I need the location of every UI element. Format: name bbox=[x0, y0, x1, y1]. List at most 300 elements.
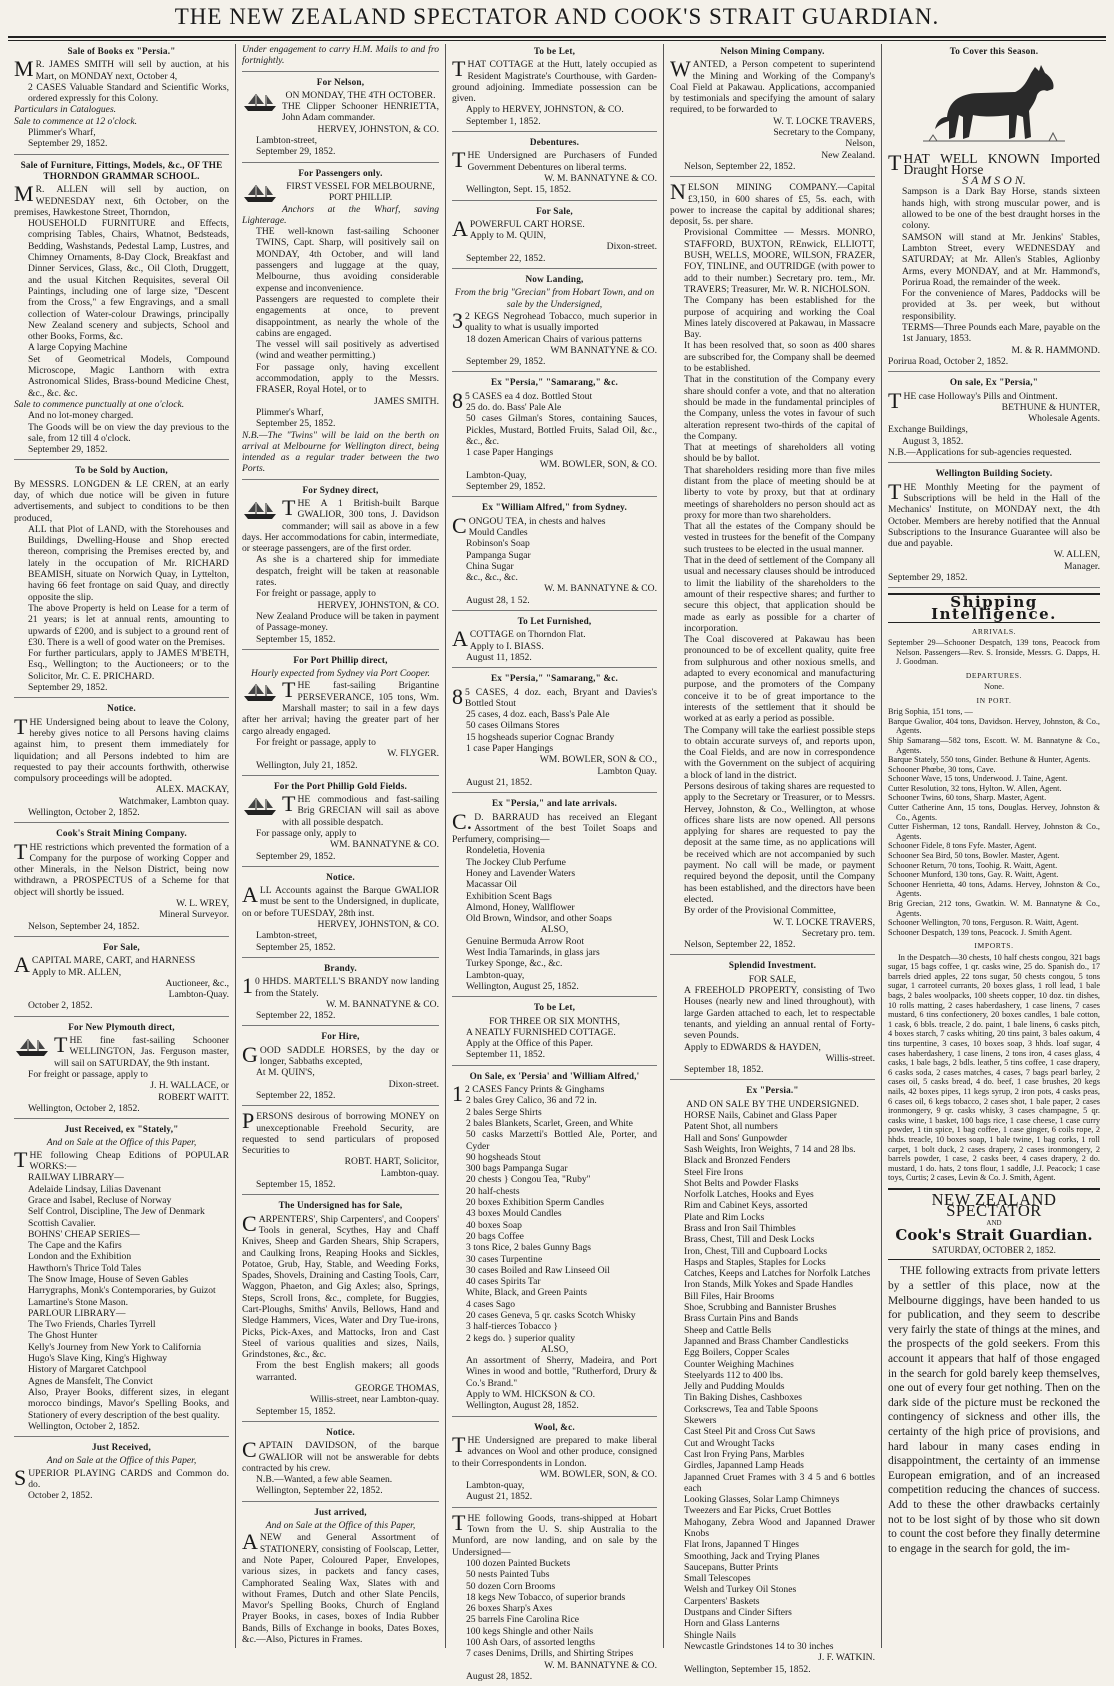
advert-line: 50 dozen Corn Brooms bbox=[466, 1580, 556, 1592]
advert-line: London and the Exhibition bbox=[28, 1251, 132, 1263]
advert-line: The Two Friends, Charles Tyrrell bbox=[28, 1319, 156, 1331]
advert-line: FIRST VESSEL FOR MELBOURNE, PORT PHILLIP. bbox=[286, 180, 435, 204]
advert-heading: For Sydney direct, bbox=[302, 484, 379, 495]
advert-line: New Zealand Produce will be taken in payment of Passage-money. bbox=[256, 610, 439, 634]
advert-heading: To Cover this Season. bbox=[949, 46, 1039, 56]
advert-line: Black and Bronzed Fenders bbox=[684, 1155, 791, 1167]
advert-line: Wellington, September 15, 1852. bbox=[684, 1663, 811, 1675]
advert-line: A FREEHOLD PROPERTY, consisting of Two Houses (nearly new and lined throughout), with large Garden attached to each, let to respectable tenants, and yielding an annual rental of Forty-seven Pounds. bbox=[684, 985, 875, 1042]
advert-line: Looking Glasses, Solar Lamp Chimneys bbox=[684, 1494, 840, 1506]
advert-line: WM. BOWLER, SON, & CO. bbox=[539, 1468, 657, 1480]
advert-line: 10 HHDS. MARTELL'S BRANDY now landing from the Stately. bbox=[242, 973, 439, 999]
advert-line: Shot Belts and Powder Flasks bbox=[684, 1177, 799, 1189]
advert-cottage2 bbox=[452, 1002, 657, 1065]
advert-line: Girdles, Japanned Lamp Heads bbox=[684, 1460, 804, 1472]
advert-line: HOUSEHOLD FURNITURE and Effects, comprising Tables, Chairs, Whatnot, Bedsteads, Bedding, Washstands, Pedestal Lamp, Lustres, and Chimney Ornaments, 8-Day Clock, Breakfast and Dinner Services, Glass, &c., Oil Cloth, Druggett, and the usual Kitchen Requisites, several Oil Paintings, including one of large size, "Descent from the Cross," a few Engravings, and a small collection of Water-colour Drawings, principally New Zealand scenery and subjects, School and other Books, Forms, &c. bbox=[28, 218, 229, 343]
advert-wanted bbox=[670, 46, 875, 177]
advert-line: RAILWAY LIBRARY— bbox=[28, 1172, 124, 1184]
advert-line: Also, Prayer Books, different sizes, in elegant morocco bindings, Mavor's Spelling Books, and Stationery of every description of the best quality. bbox=[28, 1386, 229, 1421]
paper-subtitle: Cook's Strait Guardian. bbox=[895, 1225, 1093, 1244]
ship-icon bbox=[242, 92, 278, 112]
advert-line: The Goods will be on view the day previous to the sale, from 12 till 4 o'clock. bbox=[28, 421, 229, 444]
advert-line: That at meetings of shareholders all voting should be by ballot. bbox=[684, 442, 875, 465]
advert-line: WANTED, a Person competent to superintend the Mining and Working of the Company's Coal Field at Pakawau. Applications, accompanied by testimonials and specifying the amount of salary required, to be forwarded to bbox=[670, 56, 875, 116]
advert-line: Dixon-street. bbox=[606, 241, 657, 253]
advert-cottage bbox=[452, 46, 657, 132]
advert-line: Egg Boilers, Copper Scales bbox=[684, 1347, 790, 1359]
advert-line: Welsh and Turkey Oil Stones bbox=[684, 1584, 797, 1596]
advert-prints bbox=[452, 1071, 657, 1417]
advert-line: The Company will take the earliest possible steps to obtain accurate surveys of, and reports upon, the Coal Fields, and are now in correspondence with the Government on the subject of acquiring a block of land in the district. bbox=[684, 724, 875, 781]
advert-heading: Just Received, bbox=[92, 1442, 151, 1453]
advert-line: 4 cases Sago bbox=[466, 1298, 516, 1310]
advert-line: AND ON SALE BY THE UNDERSIGNED. bbox=[686, 1098, 859, 1110]
list-item: Ship Samarang—582 tons, Escott. W. M. Bannatyne & Co., Agents. bbox=[888, 735, 1100, 755]
advert-line: C.D. BARRAUD has received an Elegant Assortment of the best Toilet Soaps and Perfumery, comprising— bbox=[452, 808, 657, 846]
advert-line: September 29, 1852. bbox=[256, 146, 336, 158]
advert-line: Harrygraphs, Monk's Contemporaries, by Guizot bbox=[28, 1285, 216, 1297]
advert-line: 1 case Paper Hangings bbox=[466, 743, 554, 755]
advert-line: 100 dozen Painted Buckets bbox=[466, 1557, 571, 1569]
arrivals-heading: ARRIVALS. bbox=[971, 626, 1017, 636]
list-item: Barque Gwalior, 404 tons, Davidson. Hervey, Johnston, & Co., Agents. bbox=[888, 716, 1100, 736]
advert-line: Secretary pro. tem. bbox=[802, 927, 875, 939]
advert-line: That shareholders residing more than five miles distant from the place of meeting should be at liberty to vote by proxy, but that at ordinary meetings of shareholders no person should act as proxy for more than two shareholders. bbox=[684, 464, 875, 521]
issue-date: SATURDAY, OCTOBER 2, 1852. bbox=[888, 1245, 1100, 1260]
advert-line: Watchmaker, Lambton quay. bbox=[118, 795, 229, 807]
advert-line: 25 do. do. Bass' Pale Ale bbox=[466, 402, 562, 414]
advert-heading: To be Sold by Auction, bbox=[75, 465, 168, 476]
advert-line: HERVEY, JOHNSTON, & CO. bbox=[317, 123, 439, 135]
advert-line: West India Tamarinds, in glass jars bbox=[466, 947, 600, 959]
advert-line: Genuine Bermuda Arrow Root bbox=[466, 935, 585, 947]
advert-line: Macassar Oil bbox=[466, 879, 517, 891]
advert-line: 18 dozen American Chairs of various patterns bbox=[466, 333, 642, 345]
advert-heading: Now Landing, bbox=[525, 274, 584, 285]
advert-line: New Zealand. bbox=[821, 149, 875, 161]
advert-line: N.B.—Wanted, a few able Seamen. bbox=[256, 1474, 393, 1486]
advert-line: Robinson's Soap bbox=[466, 538, 530, 550]
imports-text: In the Despatch—30 chests, 10 half chests congou, 321 bags sugar, 15 bags coffee, 1 qr. casks wine, 25 do. Spanish do., 17 barrels dried apples, 22 tons sugar, 50 chests congou, 5 tons sugar, 1 carroteel currants, 20 boxes glass, 1 roll lead, 1 bale bags, 2 bales woolpacks, 100 sheets copper, 10 doz. tin dishes, 10 rolls matting, 2 cases haberdashery, 1 case linens, 7 cases mustard, 6 tins confectionery, 20 boxes candles, 1 bale cotton, 1 cask, 6 bbls. treacle, 2 do. paint, 1 bale linens, 6 casks pitch, 4 boxes starch, 7 casks whiting, 20 tins paint, 3 bales oakum, 4 tins turpentine, 3 cases, 10 boxes soap, 3 hhds. loaf sugar, 4 cases haberdashery, 1 case linens, 2 tons iron, 4 cases glass, 4 casks, 1 bale bags, 2 bdls. leather, 5 tins coffee, 1 case drapery, 6 casks soda, 2 cases matches, 4 cases, 7 bags pearl barley, 2 cases oil, 5 casks bread, 4 do. beef, 1 case brushes, 20 kegs nails, 42 boxes pipes, 11 kegs syrup, 2 iron pots, 4 casks peas, 6 cases oil, 6 kegs tobacco, 2 cases shot, 1 bale paper, 2 cases ironmongery, 9 qr. casks whisky, 3 cases champagne, 5 qr. casks wine, 1 basket, 100 bags rice, 1 case cheese, 1 case curry powder, 1 tin spice, 1 bag coffee, 1 case ginger, 6 coils rope, 2 hhds. treacle, 10 boxes soap, 1 bale twine, 1 bag corks, 1 roll carpet, 1 bolt duck, 2 cases drapery, 2 cases ironmongery, 2 barrels powder, 1 case, 2 casks beer, 4 cases drapery, 2 do. mustard, 1 do. hats, 2 tons flour, 1 saddle, J.J. Peacock; 1 case toys, Curtis; 2 cases, Levin & Co. J. Smith, Agent. bbox=[888, 952, 1100, 1183]
list-item: Schooner Munford, 130 tons, Gay. R. Waitt, Agent. bbox=[888, 870, 1059, 880]
list-item: September 29—Schooner Despatch, 139 tons, Peacock from Nelson. Passengers—Rev. S. Ironside, Messrs. G. Dapps, H. J. Goodman. bbox=[888, 638, 1100, 667]
advert-furniture bbox=[14, 160, 229, 461]
advert-line: Hugo's Slave King, King's Highway bbox=[28, 1353, 168, 1365]
advert-line: SUPERIOR PLAYING CARDS and Common do. do. bbox=[14, 1464, 229, 1491]
list-item: None. bbox=[983, 682, 1005, 692]
list-item: Schooner Phœbe, 30 tons, Cave. bbox=[888, 764, 996, 774]
advert-line: WM BANNATYNE & CO. bbox=[550, 344, 657, 356]
horse-illustration-icon bbox=[888, 59, 1100, 150]
advert-line: Lambton-Quay. bbox=[168, 989, 229, 1001]
advert-heading: For Port Phillip direct, bbox=[293, 654, 388, 665]
advert-line: 85 CASES, 4 doz. each, Bryant and Davies's Bottled Stout bbox=[452, 683, 657, 709]
advert-heading: Sale of Furniture, Fittings, Models, &c., OF THE THORNDON GRAMMAR SCHOOL. bbox=[20, 159, 223, 181]
advert-line: Turkey Sponge, &c., &c. bbox=[466, 958, 563, 970]
column-5 bbox=[882, 44, 1106, 1648]
advert-line: THE Undersigned are prepared to make liberal advances on Wool and other produce, consigned to their Correspondents in London. bbox=[452, 1431, 657, 1469]
advert-line: Japanned and Brass Chamber Candlesticks bbox=[684, 1335, 849, 1347]
advert-heading: For Nelson, bbox=[316, 76, 365, 87]
advert-line: Small Telescopes bbox=[684, 1573, 751, 1585]
advert-line: The Snow Image, House of Seven Gables bbox=[28, 1273, 189, 1285]
advert-line: The Ghost Hunter bbox=[28, 1330, 98, 1342]
advert-line: THE Clipper Schooner HENRIETTA, John Adam commander. bbox=[282, 101, 439, 124]
advert-line: Saucepans, Butter Prints bbox=[684, 1561, 779, 1573]
advert-heading: The Undersigned has for Sale, bbox=[278, 1200, 403, 1211]
advert-line: ACAPITAL MARE, CART, and HARNESS bbox=[14, 952, 196, 978]
advert-line: Pampanga Sugar bbox=[466, 549, 531, 561]
advert-line: Patent Shot, all numbers bbox=[684, 1121, 778, 1133]
advert-line: Persons desirous of taking shares are requested to apply to the Secretary or Treasurer, or to Messrs. Hervey, Johnston, & Co., Wellington, at whose offices share lists are now opened. All persons applying for shares are requested to pay the deposit at the same time, as no applications will be received which are not accompanied by such payment. No call will be made, or payment required beyond the deposit, until the Company has been established, and the directors have been elected. bbox=[684, 781, 875, 905]
advert-line: 40 boxes Soap bbox=[466, 1219, 522, 1231]
advert-line: Sash Weights, Iron Weights, 7 14 and 28 lbs. bbox=[684, 1143, 856, 1155]
advert-line: Scottish Cavalier. bbox=[28, 1217, 96, 1229]
advert-line: Rim and Cabinet Keys, assorted bbox=[684, 1200, 808, 1212]
advert-kegs bbox=[452, 274, 657, 372]
advert-line: THE Undersigned are Purchasers of Funded Government Debentures on liberal terms. bbox=[452, 147, 657, 173]
advert-borrow bbox=[242, 1108, 439, 1195]
column-4 bbox=[664, 44, 882, 1675]
advert-line: For freight or passage, apply to bbox=[256, 736, 376, 748]
advert-line: Lambton-quay, bbox=[466, 969, 525, 981]
advert-line: The Company has been established for the purpose of acquiring and working the Coal Mines lately discovered at Pakawau, in Massacre Bay. bbox=[684, 295, 875, 341]
ship-icon bbox=[14, 1037, 50, 1057]
advert-line: September 15, 1852. bbox=[256, 1179, 336, 1191]
ship-icon bbox=[242, 682, 278, 702]
advert-line: Catches, Keeps and Latches for Norfolk Latches bbox=[684, 1268, 871, 1280]
advert-mails bbox=[242, 44, 439, 72]
advert-line: Anchors at the Wharf, saving Lighterage. bbox=[242, 203, 439, 226]
advert-land bbox=[14, 465, 229, 698]
paper-title-block bbox=[888, 1188, 1100, 1260]
advert-line: 20 cases Geneva, 5 qr. casks Scotch Whisky bbox=[466, 1309, 636, 1321]
masthead-rule-thin bbox=[8, 40, 1106, 41]
advert-subheading: From the brig "Grecian" from Hobart Town, and on sale by the Undersigned, bbox=[454, 287, 655, 310]
advert-nelson bbox=[242, 77, 439, 163]
advert-line: Sheep and Cattle Bells bbox=[684, 1324, 772, 1336]
advert-line: Particulars in Catalogues. bbox=[14, 104, 117, 116]
advert-line: September 29, 1852. bbox=[466, 481, 546, 493]
advert-line: ACOTTAGE on Thorndon Flat. bbox=[452, 626, 586, 652]
advert-line: Lambton-street, bbox=[256, 135, 318, 147]
advert-line: W. T. LOCKE TRAVERS, bbox=[773, 115, 875, 127]
advert-line: CAPTAIN DAVIDSON, of the barque GWALIOR will not be answerable for debts contracted by his crew. bbox=[242, 1437, 439, 1474]
advert-line: September 29, 1852. bbox=[28, 138, 108, 150]
advert-line: WM. BOWLER, SON & CO., bbox=[539, 754, 657, 766]
advert-editions bbox=[14, 1124, 229, 1437]
column-3 bbox=[446, 44, 664, 1682]
advert-subheading: Hourly expected from Sydney via Port Cooper. bbox=[251, 668, 430, 680]
advert-line: Under engagement to carry H.M. Mails to and fro fortnightly. bbox=[242, 44, 439, 67]
advert-line: ALSO, bbox=[540, 1343, 569, 1355]
advert-line: By order of the Provisional Committee, bbox=[684, 905, 836, 917]
advert-line: August 28, 1 52. bbox=[466, 594, 530, 606]
advert-books bbox=[14, 46, 229, 155]
advert-line: HERVEY, JOHNSTON, & CO. bbox=[317, 599, 439, 611]
advert-horse bbox=[452, 206, 657, 269]
advert-line: Willis-street. bbox=[825, 1052, 875, 1064]
advert-davidson bbox=[242, 1427, 439, 1502]
advert-line: W. M. BANNATYNE & CO. bbox=[544, 1659, 657, 1671]
advert-gwalior bbox=[242, 872, 439, 958]
advert-line: MR. ALLEN will sell by auction, on WEDNESDAY next, 6th October, on the premises, Hawkestone Street, Thorndon, bbox=[14, 181, 229, 218]
advert-line: September 29, 1852. bbox=[28, 444, 108, 456]
advert-line: 2 bales Grey Calico, 36 and 72 in. bbox=[466, 1095, 597, 1107]
advert-line: September 15, 1852. bbox=[256, 1405, 336, 1417]
advert-line: Brass, Chest, Till and Desk Locks bbox=[684, 1234, 815, 1246]
advert-line: October 2, 1852. bbox=[28, 1490, 93, 1502]
advert-line: Counter Weighing Machines bbox=[684, 1358, 794, 1370]
list-item: Cutter Catherine Ann, 15 tons, Douglas. Hervey, Johnston & Co., Agents. bbox=[888, 803, 1100, 822]
advert-line: 7 cases Denims, Drills, and Shirting Stripes bbox=[466, 1648, 634, 1660]
advert-line: Tweezers and Ear Picks, Cruet Bottles bbox=[684, 1505, 831, 1517]
advert-line: Passengers are requested to complete their engagements at once, to prevent disappointment, as nearly the whole of the cabins are engaged. bbox=[256, 293, 439, 339]
advert-line: 25 cases, 4 doz. each, Bass's Pale Ale bbox=[466, 709, 610, 721]
advert-line: Agnes de Mansfelt, The Convict bbox=[28, 1375, 153, 1387]
advert-line: Lamartine's Stone Mason. bbox=[28, 1296, 129, 1308]
list-item: Schooner Wave, 15 tons, Underwood. J. Taine, Agent. bbox=[888, 774, 1068, 784]
advert-line: APOWERFUL CART HORSE. bbox=[452, 215, 585, 241]
advert-line: ALEX. MACKAY, bbox=[155, 784, 229, 796]
advert-line: Self Control, Discipline, The Jew of Denmark bbox=[28, 1206, 205, 1218]
advert-line: Brass Curtain Pins and Bands bbox=[684, 1313, 799, 1325]
advert-line: THAT COTTAGE at the Hutt, lately occupied as Resident Magistrate's Courthouse, with Garden-ground adjoining. Immediate possession can be given. bbox=[452, 56, 657, 105]
advert-line: ROBERT WAITT. bbox=[158, 1091, 229, 1103]
advert-line: Dustpans and Cinder Sifters bbox=[684, 1607, 792, 1619]
advert-line: NELSON MINING COMPANY.—Capital £3,150, in 600 shares of £5, 5s. each, with power to increase the capital by additional shares; deposit, 5s. per share. bbox=[670, 179, 875, 228]
advert-line: Newcastle Grindstones 14 to 30 inches bbox=[684, 1640, 834, 1652]
advert-line: Lambton-quay. bbox=[380, 1167, 439, 1179]
advert-line: Lambton Quay. bbox=[597, 765, 657, 777]
paper-title-and: AND bbox=[986, 1218, 1002, 1227]
advert-line: MR. JAMES SMITH will sell by auction, at his Mart, on MONDAY next, October 4, bbox=[14, 56, 229, 82]
advert-line: As she is a chartered ship for immediate despatch, freight will be taken at reasonable rates. bbox=[256, 554, 439, 589]
advert-line: 20 bags Coffee bbox=[466, 1230, 524, 1242]
advert-line: The above Property is held on Lease for a term of 21 years; is let at annual rents, amounting to upwards of £200, and is subject to a ground rent of £30. There is a well of good water on the Premises. bbox=[28, 602, 229, 648]
advert-line: 2 bales Serge Shirts bbox=[466, 1106, 542, 1118]
advert-line: September 22, 1852. bbox=[466, 252, 546, 264]
advert-line: Wellington, July 21, 1852. bbox=[256, 759, 358, 771]
advert-heading: On Sale, ex 'Persia' and 'William Alfred,' bbox=[469, 1070, 640, 1081]
advert-line: September 25, 1852. bbox=[256, 941, 336, 953]
advert-line: For passage only, apply to bbox=[256, 828, 357, 839]
advert-line: Japanned Cruet Frames with 3 4 5 and 6 bottles each bbox=[684, 1471, 875, 1494]
list-item: Schooner Twins, 60 tons, Sharp. Master, Agent. bbox=[888, 793, 1047, 803]
advert-heading: For the Port Phillip Gold Fields. bbox=[273, 780, 407, 791]
advert-line: W. FLYGER. bbox=[387, 748, 439, 760]
advert-munford bbox=[452, 1509, 657, 1686]
imports-heading: IMPORTS. bbox=[974, 941, 1014, 951]
advert-heading: Nelson Mining Company. bbox=[720, 46, 825, 56]
advert-line: 43 boxes Mould Candles bbox=[466, 1208, 562, 1220]
advert-line: GOOD SADDLE HORSES, by the day or longer, Sabbaths excepted, bbox=[242, 1041, 439, 1068]
advert-line: September 29, 1852. bbox=[256, 850, 336, 862]
list-item: Schooner Return, 70 tons, Toohig. R. Waitt, Agent. bbox=[888, 860, 1058, 870]
advert-line: 40 cases Spirits Tar bbox=[466, 1276, 541, 1288]
advert-line: Set of Geometrical Models, Compound Microscope, Magic Lanthorn with extra Astronomical Slides, Brass-bound Medicine Chest, &c., &c. &c. bbox=[28, 353, 229, 399]
advert-line: 3 half-tierces Tobacco } bbox=[466, 1321, 558, 1333]
departures-heading: DEPARTURES. bbox=[965, 670, 1023, 680]
column-1 bbox=[8, 44, 236, 1648]
advert-line: The Cape and the Kafirs bbox=[28, 1240, 122, 1252]
advert-heading: For Sale, bbox=[103, 941, 140, 952]
advert-line: Smoothing, Jack and Trying Planes bbox=[684, 1550, 820, 1562]
advert-line: It has been resolved that, so soon as 400 shares are subscribed for, the Company shall be deemed to be established. bbox=[684, 340, 875, 375]
advert-line: 32 KEGS Negrohead Tobacco, much superior in quality to what is usually imported bbox=[452, 307, 657, 334]
advert-line: J. H. WALLACE, or bbox=[150, 1080, 229, 1092]
ship-icon bbox=[242, 500, 278, 520]
advert-line: THE following Goods, trans-shipped at Hobart Town from the U. S. ship Australia to the Munford, are now landing, and on sale by the Undersigned— bbox=[452, 1509, 657, 1558]
advert-line: 3 tons Rice, 2 bales Gunny Bags bbox=[466, 1242, 591, 1254]
advert-heading: Splendid Investment. bbox=[728, 960, 817, 971]
advert-line: Mahogany, Zebra Wood and Japanned Drawer Knobs bbox=[684, 1516, 875, 1539]
advert-line: Wellington, August 28, 1852. bbox=[466, 1400, 579, 1412]
advert-heading: Notice. bbox=[107, 703, 136, 714]
advert-line: Skewers bbox=[684, 1415, 717, 1427]
advert-heading: Wellington Building Society. bbox=[935, 468, 1053, 479]
advert-line: Shoe, Scrubbing and Bannister Brushes bbox=[684, 1302, 837, 1314]
advert-line: Wellington, August 25, 1852. bbox=[466, 980, 579, 992]
advert-line: Sale to commence punctually at one o'clock. bbox=[14, 398, 185, 410]
advert-stationery bbox=[242, 1507, 439, 1650]
advert-heading: Debentures. bbox=[529, 137, 580, 148]
advert-line: Plate and Rim Locks bbox=[684, 1211, 765, 1223]
advert-subheading: And on Sale at the Office of this Paper, bbox=[46, 1137, 197, 1149]
advert-line: Steel Fire Irons bbox=[684, 1166, 744, 1178]
advert-line: 100 Ash Oars, of assorted lengths bbox=[466, 1637, 595, 1648]
advert-line: Lambton-quay, bbox=[466, 1480, 525, 1492]
advert-line: September 18, 1852. bbox=[684, 1064, 764, 1076]
advert-line: Apply to EDWARDS & HAYDEN, bbox=[684, 1041, 821, 1053]
advert-line: ROBT. HART, Solicitor, bbox=[344, 1156, 439, 1168]
arrivals-list bbox=[888, 638, 1100, 667]
advert-heading: For Passengers only. bbox=[298, 167, 383, 178]
advert-heading: On sale, Ex "Persia," bbox=[949, 377, 1039, 388]
advert-line: J. F. WATKIN. bbox=[818, 1652, 875, 1664]
advert-line: W. M. BANNATYNE & CO. bbox=[544, 172, 657, 184]
advert-line: September 25, 1852. bbox=[256, 418, 336, 430]
advert-building-society: Wellington Building Society. THE Monthly Meeting for the payment of Subscriptions will be held in the Hall of the Mechanics' Institute, on MONDAY next, the 4th October. Members are hereby notified that the Annual Subscriptions to the Insurance Guarantee will also be due and payable. W. ALLEN, Manager. September 29, 1852. bbox=[888, 468, 1100, 588]
advert-line: Plimmer's Wharf, bbox=[28, 127, 96, 139]
advert-line: THE commodious and fast-sailing Brig GRECIAN will sail as above with all possible despatch. bbox=[282, 791, 439, 828]
advert-line: Brass and Iron Sail Thimbles bbox=[684, 1222, 796, 1234]
advert-heading: Wool, &c. bbox=[534, 1421, 575, 1432]
advert-line: Lambton-street, bbox=[256, 930, 318, 942]
advert-line: August 21, 1852. bbox=[466, 1491, 533, 1503]
advert-line: 20 half-chests bbox=[466, 1185, 520, 1197]
advert-line: Apply to HERVEY, JOHNSTON, & CO. bbox=[466, 104, 624, 116]
advert-line: 85 CASES ea 4 doz. Bottled Stout bbox=[452, 387, 593, 413]
advert-sydney bbox=[242, 485, 439, 650]
column-2 bbox=[236, 44, 446, 1648]
advert-line: N.B.—The "Twins" will be laid on the berth on arrival at Melbourne for Wellington direct, being intended as a regular trader between the two Ports. bbox=[242, 429, 439, 475]
advert-line: September 22, 1852. bbox=[256, 1010, 336, 1022]
advert-line: August 21, 1852. bbox=[466, 776, 533, 788]
advert-line: Kelly's Journey from New York to California bbox=[28, 1341, 202, 1353]
advert-line: Hall and Sons' Gunpowder bbox=[684, 1132, 788, 1144]
advert-line: Grace and Isabel, Recluse of Norway bbox=[28, 1194, 172, 1206]
advert-heading: Ex "Persia," "Samarang," &c. bbox=[490, 377, 619, 388]
advert-line: A large Copying Machine bbox=[28, 342, 128, 354]
advert-carpenters bbox=[242, 1200, 439, 1422]
advert-line: That all the estates of the Company should be vested in trustees for the benefit of the Company such trustees to be elected in the usual manner. bbox=[684, 521, 875, 555]
advert-line: FOR SALE, bbox=[748, 973, 797, 985]
advert-congou bbox=[452, 502, 657, 611]
advert-heading: Notice. bbox=[326, 871, 355, 882]
advert-line: History of Margaret Catchpool bbox=[28, 1364, 147, 1376]
advert-line: Apply to MR. ALLEN, bbox=[31, 966, 122, 978]
advert-thorndon bbox=[452, 616, 657, 668]
advert-line: BOHNS' CHEAP SERIES— bbox=[28, 1228, 140, 1240]
advert-line: September 11, 1852. bbox=[466, 1049, 546, 1061]
advert-heading: Sale of Books ex "Persia." bbox=[67, 46, 176, 56]
advert-line: 30 cases Boiled and Raw Linseed Oil bbox=[466, 1264, 610, 1276]
advert-line: Lambton-Quay, bbox=[466, 469, 527, 481]
advert-line: From the best English makers; all goods warranted. bbox=[256, 1360, 439, 1383]
advert-pills: On sale, Ex "Persia," THE case Holloway's Pills and Ointment. BETHUNE & HUNTER, Wholesale Agents. Exchange Buildings, August 3, 1852. N.B.—Applications for sub-agencies requested. bbox=[888, 377, 1100, 463]
advert-line: W. M. BANNATYNE & CO. bbox=[326, 998, 439, 1010]
advert-heading: Notice. bbox=[326, 1426, 355, 1437]
advert-line: At M. QUIN'S, bbox=[256, 1067, 315, 1079]
advert-hardware bbox=[670, 1085, 875, 1678]
masthead: THE NEW ZEALAND SPECTATOR AND COOK'S STRAIT GUARDIAN. bbox=[174, 4, 940, 29]
advert-line: September 1, 1852. bbox=[466, 115, 541, 127]
advert-line: CONGOU TEA, in chests and halves bbox=[452, 512, 606, 538]
list-item: Brig Sophia, 151 tons, — bbox=[888, 707, 973, 717]
advert-line: 100 kegs Shingle and other Nails bbox=[466, 1625, 594, 1637]
advert-plymouth bbox=[14, 1022, 229, 1119]
advert-line: Tin Baking Dishes, Cashboxes bbox=[684, 1392, 802, 1404]
advert-line: 2 bales Blankets, Scarlet, Green, and White bbox=[466, 1117, 633, 1129]
advert-line: And no lot-money charged. bbox=[28, 410, 134, 422]
advert-debentures bbox=[452, 137, 657, 200]
advert-line: Bill Files, Hair Brooms bbox=[684, 1290, 775, 1302]
list-item: Schooner Sea Bird, 50 tons, Bowler. Master, Agent. bbox=[888, 851, 1060, 861]
advert-line: Cast Iron Frying Pans, Marbles bbox=[684, 1448, 805, 1460]
advert-heading: Ex "Persia." bbox=[746, 1085, 799, 1096]
advert-line: 18 kegs New Tobacco, of superior brands bbox=[466, 1591, 626, 1603]
advert-line: Auctioneer, &c., bbox=[165, 977, 229, 989]
advert-melbourne bbox=[242, 168, 439, 480]
advert-line: Jelly and Pudding Moulds bbox=[684, 1381, 785, 1393]
advert-heading: Brandy. bbox=[324, 962, 357, 973]
advert-line: WM. BANNATYNE & CO. bbox=[330, 839, 439, 851]
advert-line: Rondeletia, Hovenia bbox=[466, 845, 545, 857]
advert-line: THE restrictions which prevented the formation of a Company for the purpose of working Copper and other Minerals, in the Nelson District, being now withdrawn, a PROSPECTUS of a Scheme for that object will shortly be issued. bbox=[14, 838, 229, 898]
advert-line: For passage only, having excellent accommodation, apply to the Messrs. FRASER, Royal Hotel, or to bbox=[256, 361, 439, 396]
advert-line: 50 cases Gilman's Stores, containing Sauces, Pickles, Mustard, Bottled Fruits, Salad Oil, &c., &c., &c. bbox=[466, 413, 657, 447]
advert-heading: Ex "Persia," and late arrivals. bbox=[491, 798, 618, 809]
advert-line: September 22, 1852. bbox=[256, 1089, 336, 1101]
advert-wool bbox=[452, 1422, 657, 1508]
advert-line: W. M. BANNATYNE & CO. bbox=[544, 583, 657, 595]
advert-line: August 28, 1852. bbox=[466, 1670, 533, 1682]
advert-line: HORSE Nails, Cabinet and Glass Paper bbox=[684, 1110, 837, 1122]
advert-line: Provisional Committee — Messrs. MONRO, STAFFORD, BUXTON, REnwick, ELLIOTT, BUSH, WELLS, MOORE, WILSON, FRAZER, FOY, TINLINE, and OUTRIDGE (with power to add to their number.) Secretary pro. tem., Mr. TRAVERS; Treasurer, Mr. W. R. NICHOLSON. bbox=[684, 227, 875, 295]
advert-line: Old Brown, Windsor, and other Soaps bbox=[466, 913, 612, 925]
advert-line: THE Undersigned being about to leave the Colony, hereby gives notice to all Persons having claims against him, to present them immediately for liquidation; and all Persons indebted to him are requested to pay their accounts forthwith, otherwise compulsory proceedings will be adopted. bbox=[14, 713, 229, 785]
advert-line: For freight or passage, apply to bbox=[28, 1068, 148, 1080]
list-item: Brig Grecian, 212 tons, Gwatkin. W. M. Bannatyne & Co., Agents. bbox=[888, 899, 1100, 918]
advert-line: Hawthorn's Thrice Told Tales bbox=[28, 1262, 142, 1274]
advert-line: THE A 1 British-built Barque GWALIOR, 300 tons, J. Davidson commander; will sail as above in a few days. Her accommodations for cabin, intermediate, or steerage passengers, are of the first order. bbox=[242, 494, 439, 555]
shipping-title: Shipping Intelligence. bbox=[888, 593, 1100, 623]
advert-line: 12 CASES Fancy Prints & Ginghams bbox=[452, 1081, 605, 1107]
advert-line: PARLOUR LIBRARY— bbox=[28, 1307, 126, 1319]
advert-line: Steelyards 112 to 400 lbs. bbox=[684, 1369, 784, 1381]
advert-line: FOR THREE OR SIX MONTHS, bbox=[489, 1015, 620, 1027]
